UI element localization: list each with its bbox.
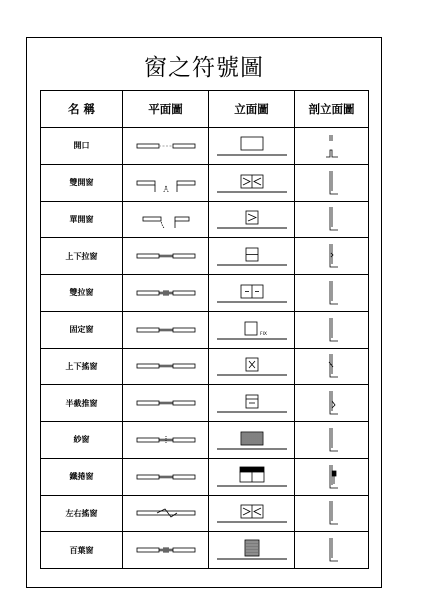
symbol-row (41, 385, 369, 422)
elevation-symbol-cell (209, 311, 295, 348)
section-symbol-cell (295, 495, 369, 532)
symbol-row (41, 311, 369, 348)
plan-symbol-sliding (135, 394, 197, 412)
symbol-row (41, 164, 369, 201)
plan-symbol-cell (123, 311, 209, 348)
symbol-row (41, 201, 369, 238)
elevation-symbol-pivot (215, 353, 289, 379)
symbol-row (41, 348, 369, 385)
elevation-symbol-cell (209, 348, 295, 385)
symbol-name: 紗窗 (41, 422, 123, 459)
section-symbol-cell (295, 275, 369, 312)
symbol-name: 雙開窗 (41, 164, 123, 201)
symbol-name: 左右搖窗 (41, 495, 123, 532)
plan-symbol-fixed (135, 321, 197, 339)
elevation-symbol-cell (209, 532, 295, 569)
plan-symbol-sliding (135, 468, 197, 486)
plan-symbol-cell (123, 275, 209, 312)
elevation-symbol-opening (215, 133, 289, 159)
plan-symbol-cell (123, 385, 209, 422)
elevation-symbol-louver (215, 537, 289, 563)
section-symbol-window (302, 537, 362, 563)
symbol-row (41, 422, 369, 459)
plan-symbol-double-sliding (135, 284, 197, 302)
plan-symbol-cell (123, 128, 209, 165)
symbol-name: 雙拉窗 (41, 275, 123, 312)
elevation-symbol-cell (209, 385, 295, 422)
plan-symbol-double-sliding (135, 541, 197, 559)
plan-symbol-cell (123, 201, 209, 238)
section-symbol-window (302, 317, 362, 343)
symbol-row (41, 458, 369, 495)
elevation-symbol-cell (209, 495, 295, 532)
elevation-symbol-fixed (215, 317, 289, 343)
symbol-name: 單開窗 (41, 201, 123, 238)
symbol-row (41, 532, 369, 569)
elevation-symbol-cell (209, 422, 295, 459)
elevation-symbol-cell (209, 128, 295, 165)
symbol-name: 固定窗 (41, 311, 123, 348)
symbol-row (41, 275, 369, 312)
section-symbol-window (302, 170, 362, 196)
section-symbol-window (302, 500, 362, 526)
symbol-name: 百葉窗 (41, 532, 123, 569)
plan-symbol-side-pivot (135, 504, 197, 522)
section-symbol-cell (295, 458, 369, 495)
elevation-symbol-screen (215, 427, 289, 453)
symbol-row (41, 495, 369, 532)
symbol-name: 半截推窗 (41, 385, 123, 422)
symbol-sheet (26, 37, 382, 588)
plan-symbol-sliding (135, 247, 197, 265)
elevation-symbol-double (215, 500, 289, 526)
plan-symbol-sliding (135, 357, 197, 375)
symbol-row (41, 238, 369, 275)
plan-symbol-cell (123, 238, 209, 275)
section-symbol-cell (295, 348, 369, 385)
plan-symbol-single-casement (135, 210, 197, 228)
plan-symbol-cell (123, 532, 209, 569)
elevation-symbol-cell (209, 458, 295, 495)
section-symbol-roller (302, 464, 362, 490)
section-symbol-pivot (302, 353, 362, 379)
plan-symbol-opening (135, 137, 197, 155)
header-row (41, 91, 369, 128)
header-section: 剖立面圖 (295, 91, 369, 128)
section-symbol-window (302, 206, 362, 232)
section-symbol-window (302, 280, 362, 306)
symbol-name: 上下搖窗 (41, 348, 123, 385)
section-symbol-cell (295, 128, 369, 165)
elevation-symbol-roller (215, 464, 289, 490)
section-symbol-window (302, 427, 362, 453)
section-symbol-cell (295, 385, 369, 422)
header-name: 名 稱 (41, 91, 123, 128)
elevation-symbol-cell (209, 238, 295, 275)
symbol-name: 鐵捲窗 (41, 458, 123, 495)
elevation-symbol-double (215, 170, 289, 196)
section-symbol-cell (295, 311, 369, 348)
header-elevation: 立面圖 (209, 91, 295, 128)
elevation-symbol-vertical-sliding (215, 243, 289, 269)
plan-symbol-double-casement (135, 174, 197, 192)
page-title: 窗之符號圖 (144, 55, 264, 81)
plan-symbol-cell (123, 348, 209, 385)
symbol-name: 開口 (41, 128, 123, 165)
plan-symbol-cell (123, 164, 209, 201)
plan-symbol-cell (123, 458, 209, 495)
section-symbol-cell (295, 201, 369, 238)
symbol-table (40, 90, 369, 569)
plan-symbol-cell (123, 495, 209, 532)
plan-symbol-cell (123, 422, 209, 459)
elevation-symbol-cell (209, 164, 295, 201)
fixed-label: FIX (259, 331, 267, 337)
elevation-symbol-cell (209, 201, 295, 238)
section-symbol-double-hung (302, 243, 362, 269)
section-symbol-cell (295, 532, 369, 569)
section-symbol-cell (295, 164, 369, 201)
elevation-symbol-single (215, 206, 289, 232)
symbol-name: 上下拉窗 (41, 238, 123, 275)
elevation-symbol-cell (209, 275, 295, 312)
elevation-symbol-double-sliding (215, 280, 289, 306)
section-symbol-cell (295, 238, 369, 275)
section-symbol-half-push (302, 390, 362, 416)
elevation-symbol-half-push (215, 390, 289, 416)
plan-symbol-screen (135, 431, 197, 449)
header-plan: 平面圖 (123, 91, 209, 128)
section-symbol-cell (295, 422, 369, 459)
section-symbol-opening (302, 133, 362, 159)
symbol-row (41, 128, 369, 165)
